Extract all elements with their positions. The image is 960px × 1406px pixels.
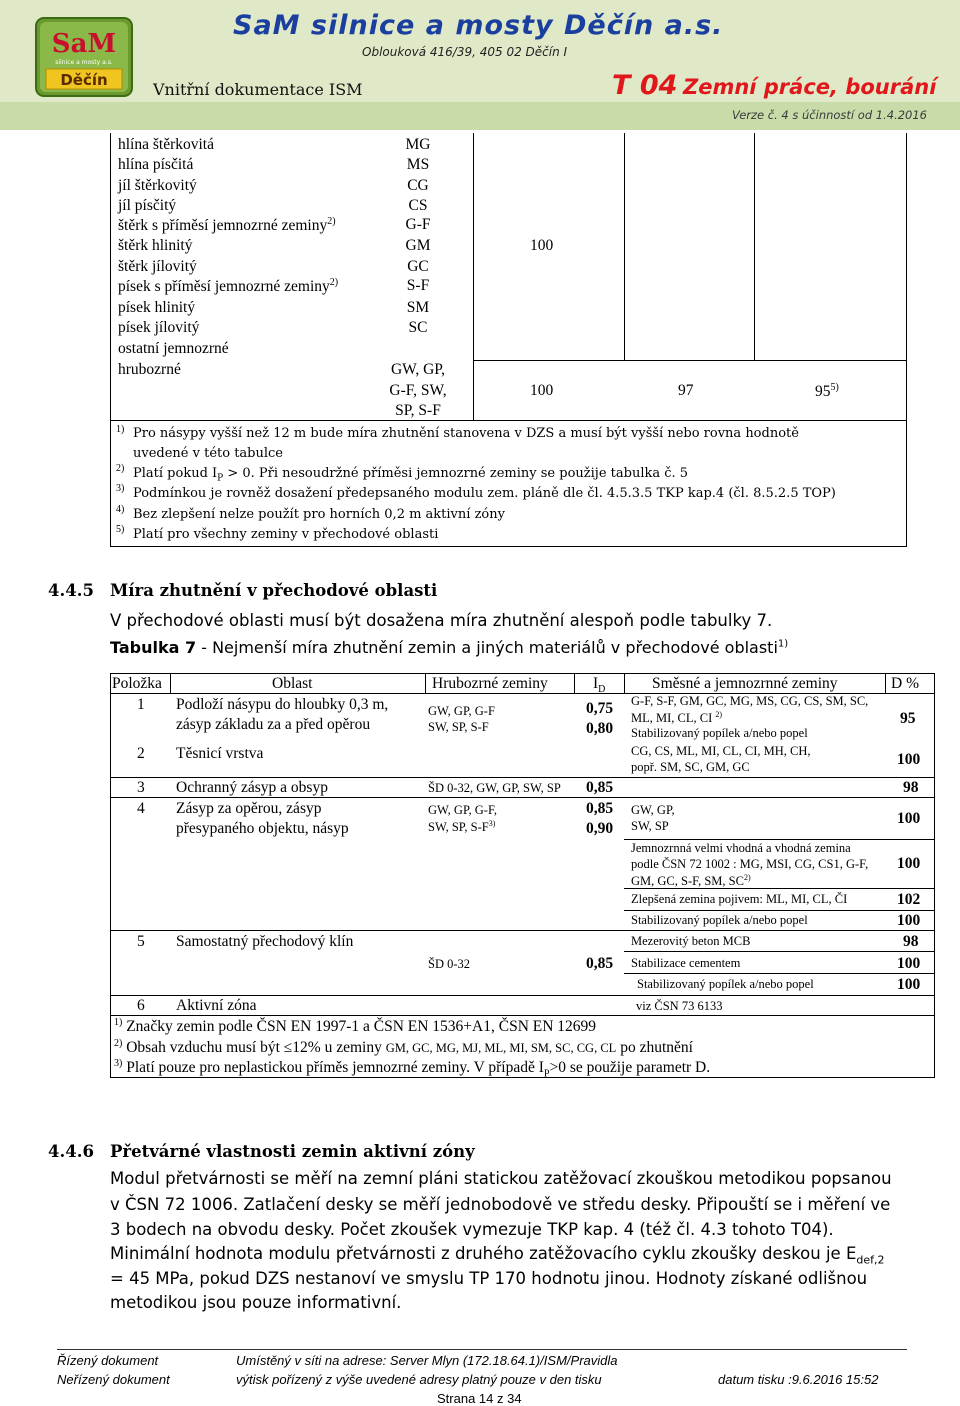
row-d: 95 [900, 710, 916, 727]
doc-name: Zemní práce, bourání [682, 75, 937, 99]
row-number: 3 [137, 779, 145, 796]
soil-code: SC [408, 319, 428, 336]
row-mix: popř. SM, SC, GM, GC [631, 760, 750, 774]
coarse-code: G-F, SW, [389, 382, 447, 399]
row-mix: Stabilizovaný popílek a/nebo popel [631, 726, 808, 740]
row-coarse: GW, GP, G-F, [428, 803, 498, 817]
col-header: Hrubozrné zeminy [432, 675, 548, 692]
row-area: Podloží násypu do hloubky 0,3 m, [176, 696, 389, 713]
row-number: 4 [137, 800, 145, 817]
row-mix: podle ČSN 72 1002 : MG, MSI, CG, CS1, G-F, [631, 857, 869, 871]
row-mix: Jemnozrnná velmi vhodná a vhodná zemina [631, 841, 851, 855]
footer-rule [57, 1349, 907, 1350]
footer-print-note: výtisk pořízený z výše uvedené adresy platný pouze v den tisku [236, 1372, 602, 1387]
row-id: 0,85 [586, 779, 614, 796]
row-mix: Mezerovitý beton MCB [631, 934, 751, 948]
section-paragraph-line: Minimální hodnota modulu přetvárnosti z druhého zatěžovacího cyklu zkoušky deskou je $E_{def,2}$ [110, 1244, 885, 1267]
row-number: 6 [137, 997, 145, 1014]
table-border [906, 133, 907, 547]
row-coarse: SW, SP, S-F [428, 720, 489, 734]
coarse-value: 97 [678, 382, 694, 399]
row-id: 0,85 [586, 955, 614, 972]
soil-name: hlína štěrkovitá [118, 136, 214, 153]
company-name: SaM silnice a mosty Děčín a.s. [233, 10, 724, 41]
row-area: přesypaného objektu, násyp [176, 820, 349, 837]
soil-code: S-F [406, 277, 430, 294]
section-title: Přetvárné vlastnosti zemin aktivní zóny [110, 1142, 475, 1161]
row-area: Aktivní zóna [176, 997, 257, 1014]
row-coarse: GW, GP, G-F [428, 704, 495, 718]
col-header: Oblast [272, 675, 313, 692]
soil-name: hlína písčitá [118, 156, 194, 173]
soil-other-fine: ostatní jemnozrné [118, 340, 229, 357]
row-mix: Zlepšená zemina pojivem: ML, MI, CL, ČI [631, 892, 848, 906]
row-d: 98 [903, 779, 919, 796]
row-id: 0,85 [586, 800, 614, 817]
document-code [612, 70, 936, 101]
row-area: Ochranný zásyp a obsyp [176, 779, 328, 796]
footnote-ref: 5) [830, 382, 839, 393]
section-paragraph-line: = 45 MPa, pokud DZS nestanoví ve smyslu TP 170 hodnotu jinou. Hodnoty získané odlišnou [110, 1269, 868, 1288]
doc-code: T 04 [612, 70, 678, 101]
row-d: 98 [903, 933, 919, 950]
coarse-code: GW, GP, [390, 361, 446, 378]
section-number: 4.4.5 [48, 581, 94, 600]
table-border [473, 360, 907, 361]
row-d: 100 [897, 976, 921, 993]
section-title: Míra zhutnění v přechodové oblasti [110, 581, 438, 600]
col-header: $I_D$ [593, 675, 606, 696]
row-area: zásyp základu za a před opěrou [176, 716, 371, 733]
table-border [110, 546, 907, 547]
row-id: 0,90 [586, 820, 614, 837]
footnote-text: Bez zlepšení nelze použít pro horních 0,2 m aktivní zóny [133, 507, 505, 522]
footnote-text: Platí pro všechny zeminy v přechodové oblasti [133, 527, 439, 542]
soil-code: G-F [405, 216, 431, 233]
logo-small-text: silnice a mosty a.s. [55, 59, 113, 66]
section-paragraph-line: Modul přetvárnosti se měří na zemní pláni statickou zatěžovací zkouškou metodikou popsanou [110, 1169, 892, 1188]
document-type: Vnitřní dokumentace ISM [153, 80, 363, 99]
soil-code: SM [406, 299, 430, 316]
row-d: 100 [897, 751, 921, 768]
section-number: 4.4.6 [48, 1142, 94, 1161]
soil-name: písek s příměsí jemnozrné zeminy$^{2)}$ [118, 277, 339, 296]
footer-print-date: datum tisku :9.6.2016 15:52 [718, 1372, 879, 1387]
row-number: 5 [137, 933, 145, 950]
row-mix: Stabilizovaný popílek a/nebo popel [637, 977, 814, 991]
fine-value: 100 [530, 237, 554, 254]
row-id: 0,75 [586, 700, 614, 717]
row-coarse: ŠD 0-32 [428, 957, 471, 971]
col-header: Položka [112, 675, 162, 692]
table-note: $^{3)}$ Platí pouze pro neplastickou příměs jemnozrné zeminy. V případě $I_P>0$ se použije parametr D. [114, 1058, 711, 1080]
table-border [473, 133, 474, 421]
coarse-code: SP, S-F [395, 402, 441, 419]
soil-code: CS [408, 197, 428, 214]
footnote-ref: 2) [327, 216, 336, 227]
footnote-text: Platí pokud $I_P > 0$. Při nesoudržné příměsi jemnozrné zeminy se použije tabulka č. 5 [133, 466, 689, 484]
footnote-mark: 5) [116, 524, 125, 535]
soil-code: GC [407, 258, 429, 275]
row-number: 1 [137, 696, 145, 713]
company-address: Oblouková 416/39, 405 02 Děčín I [362, 45, 568, 59]
logo-city-text: Děčín [60, 71, 108, 89]
col-header: Směsné a jemnozrnné zeminy [652, 675, 838, 692]
footer-controlled: Řízený dokument [57, 1353, 159, 1368]
footnote-mark: 3) [116, 483, 125, 494]
table-caption: Tabulka 7 - Nejmenší míra zhutnění zemin a jiných materiálů v přechodové oblasti$^{1)}$ [110, 638, 789, 657]
soil-name: štěrk s příměsí jemnozrné zeminy$^{2)}$ [118, 216, 336, 235]
footnote-text: Pro násypy vyšší než 12 m bude míra zhutnění stanovena v DZS a musí být vyšší nebo rovna hodnotě [133, 426, 799, 441]
soil-name: štěrk jílovitý [118, 258, 197, 275]
section-paragraph: V přechodové oblasti musí být dosažena míra zhutnění alespoň podle tabulky 7. [110, 611, 773, 630]
row-mix: Stabilizovaný popílek a/nebo popel [631, 913, 808, 927]
row-number: 2 [137, 745, 145, 762]
row-d: 100 [897, 912, 921, 929]
table-note: $^{2)}$ Obsah vzduchu musí být ≤12% u zeminy GM, GC, MG, MJ, ML, MI, SM, SC, CG, CL po zhutnění [114, 1038, 693, 1057]
footnote-mark: 1) [116, 424, 125, 435]
row-area: Zásyp za opěrou, zásyp [176, 800, 322, 817]
footer-location: Umístěný v síti na adrese: Server Mlyn (172.18.64.1)/ISM/Pravidla [236, 1353, 618, 1368]
row-id: 0,80 [586, 720, 614, 737]
row-d: 100 [897, 955, 921, 972]
row-d: 102 [897, 891, 921, 908]
page-number: Strana 14 z 34 [437, 1391, 522, 1406]
footnote-mark: 2) [116, 463, 125, 474]
logo-sam-text: SaM [51, 29, 117, 59]
coarse-value: 100 [530, 382, 554, 399]
footnote-mark: 4) [116, 504, 125, 515]
soil-name: jíl štěrkovitý [118, 177, 197, 194]
table-border [110, 133, 111, 547]
soil-code: CG [407, 177, 429, 194]
row-mix: ML, MI, CL, CI $^{2)}$ [631, 710, 723, 726]
row-d: 100 [897, 810, 921, 827]
soil-code: GM [405, 237, 431, 254]
section-paragraph-line: 3 bodech na obvodu desky. Počet zkoušek vymezuje TKP kap. 4 (též čl. 4.3 tohoto T04). [110, 1220, 834, 1239]
soil-code: MS [406, 156, 430, 173]
coarse-value: 95$^{5)}$ [815, 382, 839, 401]
row-mix: viz ČSN 73 6133 [636, 999, 723, 1013]
table-note: $^{1)}$ Značky zemin podle ČSN EN 1997-1 a ČSN EN 1536+A1, ČSN EN 12699 [114, 1017, 597, 1036]
col-header: D % [891, 675, 919, 692]
row-mix: SW, SP [631, 819, 669, 833]
row-mix: GM, GC, S-F, SM, SC$^{2)}$ [631, 873, 751, 889]
row-mix: G-F, S-F, GM, GC, MG, MS, CG, CS, SM, SC, [631, 694, 869, 708]
row-area: Těsnicí vrstva [176, 745, 264, 762]
row-coarse: ŠD 0-32, GW, GP, SW, SP [428, 781, 561, 795]
footnote-ref: 2) [329, 277, 339, 288]
soil-code: MG [405, 136, 431, 153]
section-paragraph-line: v ČSN 72 1006. Zatlačení desky se měří jednobodově ve středu desky. Připouští se i měření ve [110, 1195, 891, 1214]
row-mix: GW, GP, [631, 803, 675, 817]
footer-uncontrolled: Neřízený dokument [57, 1372, 170, 1387]
row-mix: Stabilizace cementem [631, 956, 741, 970]
soil-name: jíl písčitý [118, 197, 177, 214]
table-border [754, 133, 755, 361]
soil-name: písek jílovitý [118, 319, 200, 336]
row-d: 100 [897, 855, 921, 872]
soil-coarse: hrubozrné [118, 361, 181, 378]
table-border [624, 133, 625, 361]
row-area: Samostatný přechodový klín [176, 933, 354, 950]
row-coarse: SW, SP, $S-F^{3)}$ [428, 819, 496, 835]
document-version: Verze č. 4 s účinností od 1.4.2016 [732, 108, 927, 122]
soil-name: písek hlinitý [118, 299, 196, 316]
table-border [110, 420, 907, 421]
company-logo [34, 14, 134, 98]
soil-name: štěrk hlinitý [118, 237, 193, 254]
row-mix: CG, CS, ML, MI, CL, CI, MH, CH, [631, 744, 811, 758]
footnote-text: Podmínkou je rovněž dosažení předepsaného modulu zem. pláně dle čl. 4.5.3.5 TKP kap.4 (čl. 8.5.2.5 TOP) [133, 486, 836, 501]
section-paragraph-line: metodikou jsou pouze informativní. [110, 1293, 402, 1312]
footnote-text: uvedené v této tabulce [133, 446, 284, 461]
